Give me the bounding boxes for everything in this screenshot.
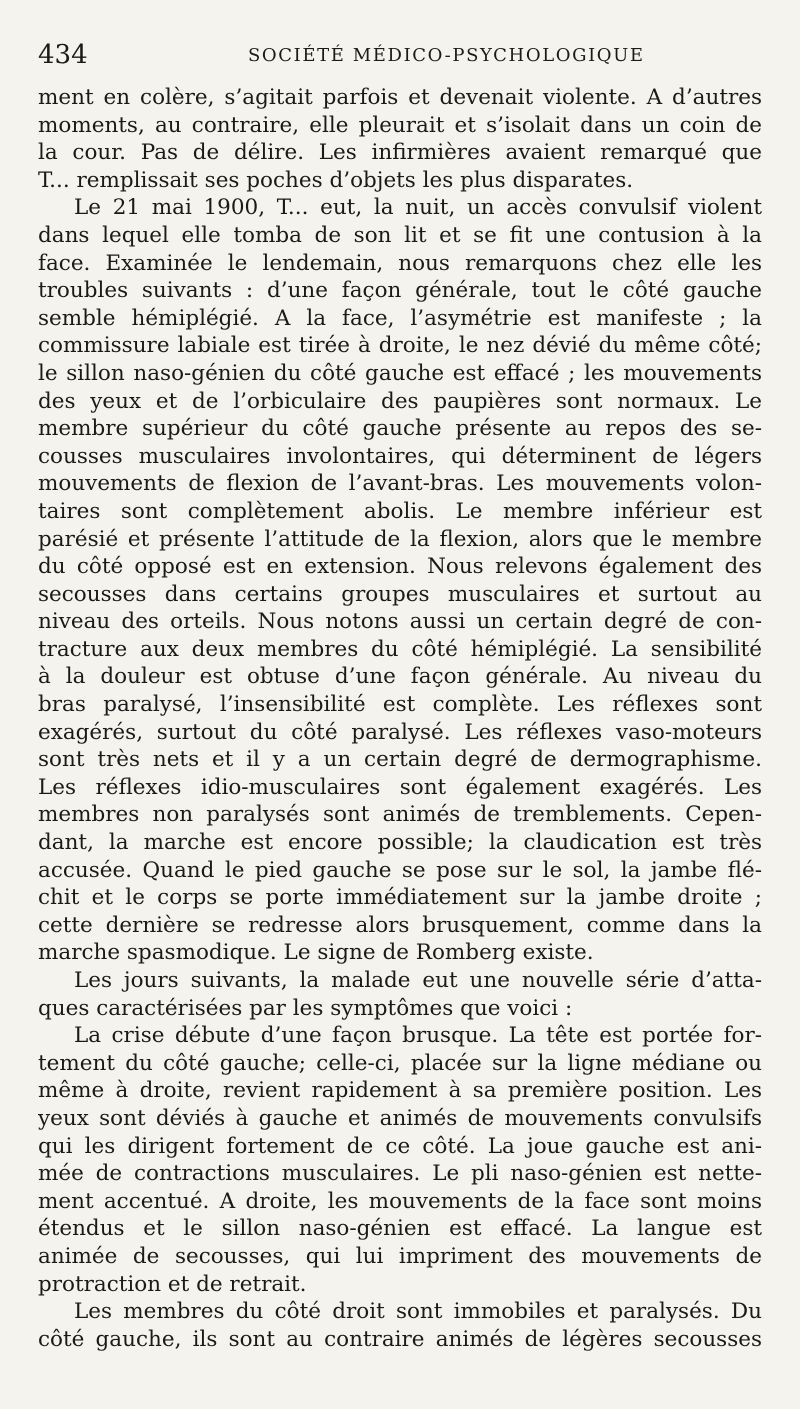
text-line: face. Examinée le lendemain, nous remarquons chez elle les	[38, 250, 762, 276]
body-text	[38, 84, 762, 1353]
text-line: cette dernière se redresse alors brusquement, comme dans la	[38, 912, 762, 938]
text-line: mée de contractions musculaires. Le pli naso-génien est nette-	[38, 1161, 762, 1187]
text-line: troubles suivants : d’une façon générale, tout le côté gauche	[38, 278, 762, 304]
text-line: semble hémiplégié. A la face, l’asymétrie est manifeste ; la	[38, 305, 762, 331]
text-line: niveau des orteils. Nous notons aussi un certain degré de con-	[38, 609, 762, 635]
text-line: cousses musculaires involontaires, qui déterminent de légers	[38, 443, 762, 469]
page-header	[38, 40, 768, 70]
text-line: qui les dirigent fortement de ce côté. La joue gauche est ani-	[38, 1133, 762, 1159]
text-line: ment en colère, s’agitait parfois et devenait violente. A d’autres	[38, 85, 762, 110]
text-line: yeux sont déviés à gauche et animés de mouvements convulsifs	[38, 1105, 762, 1131]
text-line: ment accentué. A droite, les mouvements de la face sont moins	[38, 1188, 762, 1214]
text-line: commissure labiale est tirée à droite, le nez dévié du même côté;	[38, 333, 762, 359]
text-line: sont très nets et il y a un certain degré de dermographisme.	[38, 747, 762, 773]
text-line: Les réflexes idio-musculaires sont également exagérés. Les	[38, 774, 762, 800]
text-line: dant, la marche est encore possible; la claudication est très	[38, 830, 762, 856]
text-line: animée de secousses, qui lui impriment des mouvements de	[38, 1243, 762, 1269]
text-line: tracture aux deux membres du côté hémiplégié. La sensibilité	[38, 636, 762, 662]
text-line: membre supérieur du côté gauche présente au repos des se-	[38, 416, 762, 442]
text-line: le sillon naso-génien du côté gauche est effacé ; les mouvements	[38, 360, 762, 386]
text-line: dans lequel elle tomba de son lit et se fit une contusion à la	[38, 222, 762, 248]
text-line: accusée. Quand le pied gauche se pose sur le sol, la jambe flé-	[38, 857, 762, 883]
text-line: Les jours suivants, la malade eut une nouvelle série d’atta-	[74, 968, 762, 993]
text-line: T... remplissait ses poches d’objets les plus disparates.	[38, 167, 634, 193]
text-line: du côté opposé est en extension. Nous relevons également des	[38, 554, 762, 580]
text-line: bras paralysé, l’insensibilité est complète. Les réflexes sont	[38, 692, 762, 718]
text-line: des yeux et de l’orbiculaire des paupières sont normaux. Le	[38, 388, 762, 414]
text-line: chit et le corps se porte immédiatement sur la jambe droite ;	[38, 885, 762, 911]
running-head: SOCIÉTÉ MÉDICO-PSYCHOLOGIQUE	[248, 45, 645, 66]
text-line: membres non paralysés sont animés de tremblements. Cepen-	[38, 802, 762, 828]
text-line: secousses dans certains groupes musculaires et surtout au	[38, 581, 762, 607]
text-line: côté gauche, ils sont au contraire animés de légères secousses	[38, 1326, 762, 1352]
text-line: exagérés, surtout du côté paralysé. Les réflexes vaso-moteurs	[38, 719, 762, 745]
text-line: taires sont complètement abolis. Le membre inférieur est	[38, 498, 762, 524]
text-line: parésié et présente l’attitude de la flexion, alors que le membre	[38, 526, 762, 552]
text-line: étendus et le sillon naso-génien est effacé. La langue est	[38, 1216, 762, 1242]
text-line: Le 21 mai 1900, T... eut, la nuit, un accès convulsif violent	[74, 195, 762, 221]
text-line: Les membres du côté droit sont immobiles et paralysés. Du	[74, 1299, 762, 1325]
page-number: 434	[38, 40, 88, 70]
text-line: tement du côté gauche; celle-ci, placée sur la ligne médiane ou	[38, 1050, 762, 1076]
text-line: mouvements de flexion de l’avant-bras. Les mouvements volon-	[38, 471, 762, 497]
text-line: ques caractérisées par les symptômes que voici :	[38, 995, 573, 1021]
text-line: La crise débute d’une façon brusque. La tête est portée for-	[74, 1023, 762, 1049]
text-line: marche spasmodique. Le signe de Romberg existe.	[38, 940, 594, 966]
text-line: à la douleur est obtuse d’une façon générale. Au niveau du	[38, 664, 762, 690]
text-line: même à droite, revient rapidement à sa première position. Les	[38, 1078, 762, 1104]
text-line: protraction et de retrait.	[38, 1271, 307, 1297]
text-line: la cour. Pas de délire. Les infirmières avaient remarqué que	[38, 140, 762, 166]
text-line: moments, au contraire, elle pleurait et s’isolait dans un coin de	[38, 112, 762, 138]
